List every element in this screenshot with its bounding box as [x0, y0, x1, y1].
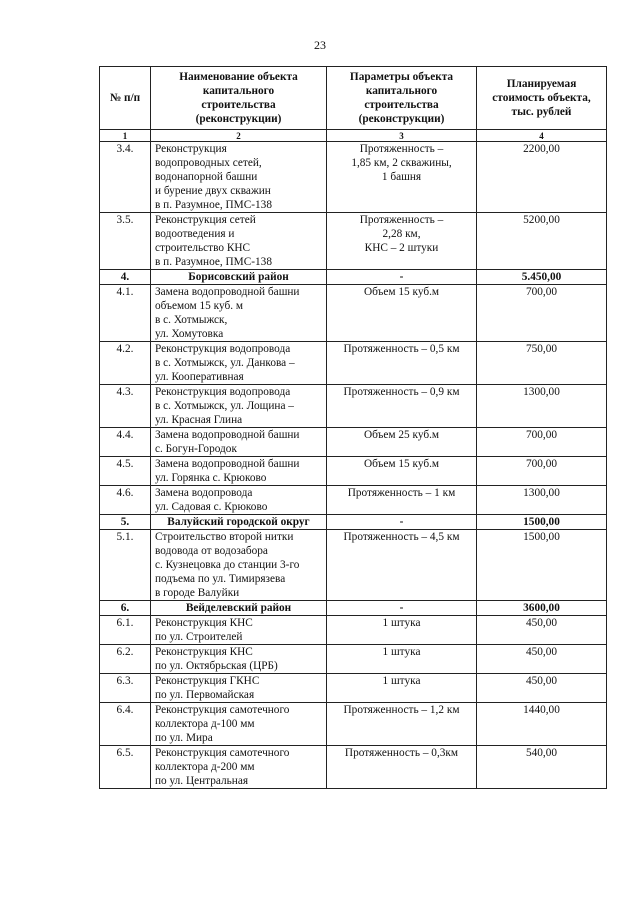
section-row — [100, 601, 607, 616]
object-name-line: Реконструкция самотечного — [155, 704, 290, 716]
object-parameters — [327, 616, 477, 645]
parameters-line: Протяженность – — [359, 214, 444, 226]
object-name-line: подъема по ул. Тимирязева — [155, 573, 286, 585]
planned-cost: 1300,00 — [477, 486, 607, 515]
object-name — [151, 285, 327, 342]
planned-cost: 700,00 — [477, 428, 607, 457]
header-parameters — [327, 67, 477, 130]
object-name-line: ул. Горянка с. Крюково — [155, 472, 267, 484]
object-name — [151, 342, 327, 385]
row-number: 5.1. — [100, 530, 151, 601]
row-number: 6.4. — [100, 703, 151, 746]
row-number: 6.5. — [100, 746, 151, 789]
object-name-line: в п. Разумное, ПМС-138 — [155, 256, 272, 268]
capital-construction-table — [99, 66, 607, 789]
object-name-line: Вейделевский район — [185, 602, 292, 614]
row-number: 4. — [100, 270, 151, 285]
header-line: Параметры объекта — [349, 71, 454, 83]
object-name-line: ул. Кооперативная — [155, 371, 244, 383]
object-name-line: водопроводных сетей, — [155, 157, 262, 169]
object-name-line: Реконструкция сетей — [155, 214, 256, 226]
object-name-line: Реконструкция КНС — [155, 617, 253, 629]
object-name-line: ул. Садовая с. Крюково — [155, 501, 268, 513]
object-parameters — [327, 515, 477, 530]
object-name-line: по ул. Строителей — [155, 631, 243, 643]
column-number: 1 — [100, 130, 151, 142]
object-name-line: в с. Хотмыжск, ул. Данкова – — [155, 357, 295, 369]
planned-cost: 700,00 — [477, 285, 607, 342]
object-name-line: Замена водопровода — [155, 487, 253, 499]
row-number: 6. — [100, 601, 151, 616]
object-name-line: Реконструкция КНС — [155, 646, 253, 658]
object-name — [151, 616, 327, 645]
object-parameters — [327, 674, 477, 703]
column-number: 2 — [151, 130, 327, 142]
object-name-line: Валуйский городской округ — [167, 516, 310, 528]
object-name — [151, 385, 327, 428]
section-row — [100, 270, 607, 285]
table-row — [100, 645, 607, 674]
object-name-line: в городе Валуйки — [155, 587, 240, 599]
planned-cost: 1500,00 — [477, 515, 607, 530]
page-number: 23 — [314, 38, 326, 52]
object-name — [151, 486, 327, 515]
object-name-line: с. Богун-Городок — [155, 443, 237, 455]
object-name-line: в с. Хотмыжск, — [155, 314, 228, 326]
table-row — [100, 486, 607, 515]
object-name-line: с. Кузнецовка до станции 3-го — [155, 559, 300, 571]
object-name — [151, 645, 327, 674]
parameters-line: 1 башня — [381, 171, 422, 183]
parameters-line: - — [399, 271, 404, 283]
object-name — [151, 428, 327, 457]
planned-cost: 700,00 — [477, 457, 607, 486]
object-name-line: Замена водопроводной башни — [155, 286, 300, 298]
row-number: 4.2. — [100, 342, 151, 385]
table-header-row — [100, 67, 607, 130]
object-name-line: коллектора д-200 мм — [155, 761, 255, 773]
planned-cost: 1300,00 — [477, 385, 607, 428]
header-line: строительства — [201, 99, 276, 111]
object-name-line: водонапорной башни — [155, 171, 258, 183]
planned-cost: 1440,00 — [477, 703, 607, 746]
object-name-line: Реконструкция — [155, 143, 227, 155]
object-name-line: Реконструкция водопровода — [155, 386, 291, 398]
column-number: 3 — [327, 130, 477, 142]
header-line: стоимость объекта, — [492, 92, 591, 104]
planned-cost: 1500,00 — [477, 530, 607, 601]
planned-cost: 5.450,00 — [477, 270, 607, 285]
object-parameters — [327, 703, 477, 746]
parameters-line: Протяженность – 0,9 км — [343, 386, 460, 398]
table-row — [100, 385, 607, 428]
table-body — [100, 142, 607, 789]
row-number: 6.3. — [100, 674, 151, 703]
table-row — [100, 457, 607, 486]
row-number: 4.5. — [100, 457, 151, 486]
row-number: 4.6. — [100, 486, 151, 515]
column-numbers-row — [100, 130, 607, 142]
header-line: строительства — [364, 99, 439, 111]
object-parameters — [327, 285, 477, 342]
table-row — [100, 703, 607, 746]
table-row — [100, 428, 607, 457]
planned-cost: 450,00 — [477, 616, 607, 645]
object-parameters — [327, 142, 477, 213]
object-name-line: в с. Хотмыжск, ул. Лощина – — [155, 400, 294, 412]
section-row — [100, 515, 607, 530]
row-number: 4.4. — [100, 428, 151, 457]
parameters-line: Объем 15 куб.м — [363, 458, 440, 470]
parameters-line: Объем 15 куб.м — [363, 286, 440, 298]
object-name-line: Замена водопроводной башни — [155, 458, 300, 470]
planned-cost: 540,00 — [477, 746, 607, 789]
header-line: Планируемая — [506, 78, 577, 90]
object-name — [151, 457, 327, 486]
object-name-line: Строительство второй нитки — [155, 531, 294, 543]
header-line: капитального — [365, 85, 438, 97]
table-row — [100, 285, 607, 342]
header-line: (реконструкции) — [358, 113, 445, 125]
object-parameters — [327, 530, 477, 601]
object-name-line: ул. Хомутовка — [155, 328, 224, 340]
object-parameters — [327, 645, 477, 674]
column-number: 4 — [477, 130, 607, 142]
object-name-line: Борисовский район — [188, 271, 289, 283]
parameters-line: Объем 25 куб.м — [363, 429, 440, 441]
object-name-line: по ул. Первомайская — [155, 689, 255, 701]
row-number: 3.4. — [100, 142, 151, 213]
object-parameters — [327, 270, 477, 285]
object-name-line: по ул. Мира — [155, 732, 213, 744]
object-parameters — [327, 213, 477, 270]
table-row — [100, 616, 607, 645]
header-line: (реконструкции) — [195, 113, 282, 125]
object-name-line: Замена водопроводной башни — [155, 429, 300, 441]
object-parameters — [327, 746, 477, 789]
object-name — [151, 674, 327, 703]
object-name — [151, 142, 327, 213]
parameters-line: 1,85 км, 2 скважины, — [351, 157, 452, 169]
parameters-line: 1 штука — [382, 646, 421, 658]
parameters-line: - — [399, 602, 404, 614]
row-number: 6.1. — [100, 616, 151, 645]
table-row — [100, 142, 607, 213]
object-name-line: Реконструкция водопровода — [155, 343, 291, 355]
object-name-line: Реконструкция ГКНС — [155, 675, 260, 687]
object-name — [151, 213, 327, 270]
parameters-line: Протяженность – 4,5 км — [343, 531, 460, 543]
section-title — [151, 270, 327, 285]
object-parameters — [327, 342, 477, 385]
object-name-line: по ул. Центральная — [155, 775, 249, 787]
row-number: 4.1. — [100, 285, 151, 342]
parameters-line: - — [399, 516, 404, 528]
header-line: капитального — [202, 85, 275, 97]
object-name-line: и бурение двух скважин — [155, 185, 271, 197]
planned-cost: 450,00 — [477, 674, 607, 703]
header-line: Наименование объекта — [179, 71, 298, 83]
object-name-line: строительство КНС — [155, 242, 251, 254]
object-name-line: по ул. Октябрьская (ЦРБ) — [155, 660, 278, 672]
planned-cost: 450,00 — [477, 645, 607, 674]
parameters-line: Протяженность – — [359, 143, 444, 155]
planned-cost: 5200,00 — [477, 213, 607, 270]
object-parameters — [327, 457, 477, 486]
object-name — [151, 746, 327, 789]
header-number: № п/п — [100, 67, 151, 130]
planned-cost: 750,00 — [477, 342, 607, 385]
object-name — [151, 530, 327, 601]
parameters-line: 1 штука — [382, 617, 421, 629]
header-cost — [477, 67, 607, 130]
planned-cost: 2200,00 — [477, 142, 607, 213]
row-number: 6.2. — [100, 645, 151, 674]
object-name-line: коллектора д-100 мм — [155, 718, 255, 730]
object-name-line: в п. Разумное, ПМС-138 — [155, 199, 272, 211]
parameters-line: Протяженность – 1 км — [347, 487, 456, 499]
parameters-line: 2,28 км, — [382, 228, 421, 240]
table-row — [100, 674, 607, 703]
header-object-name — [151, 67, 327, 130]
object-name — [151, 703, 327, 746]
row-number: 5. — [100, 515, 151, 530]
parameters-line: КНС – 2 штуки — [364, 242, 439, 254]
object-parameters — [327, 601, 477, 616]
table-row — [100, 342, 607, 385]
object-parameters — [327, 385, 477, 428]
table-row — [100, 746, 607, 789]
parameters-line: Протяженность – 0,5 км — [343, 343, 460, 355]
table-row — [100, 530, 607, 601]
object-name-line: водоотведения и — [155, 228, 235, 240]
section-title — [151, 515, 327, 530]
row-number: 3.5. — [100, 213, 151, 270]
header-line: тыс. рублей — [511, 106, 572, 118]
row-number: 4.3. — [100, 385, 151, 428]
table-row — [100, 213, 607, 270]
object-name-line: ул. Красная Глина — [155, 414, 243, 426]
planned-cost: 3600,00 — [477, 601, 607, 616]
object-parameters — [327, 486, 477, 515]
parameters-line: Протяженность – 0,3км — [344, 747, 459, 759]
object-name-line: Реконструкция самотечного — [155, 747, 290, 759]
object-parameters — [327, 428, 477, 457]
section-title — [151, 601, 327, 616]
object-name-line: объемом 15 куб. м — [155, 300, 244, 312]
object-name-line: водовода от водозабора — [155, 545, 268, 557]
parameters-line: Протяженность – 1,2 км — [343, 704, 460, 716]
parameters-line: 1 штука — [382, 675, 421, 687]
